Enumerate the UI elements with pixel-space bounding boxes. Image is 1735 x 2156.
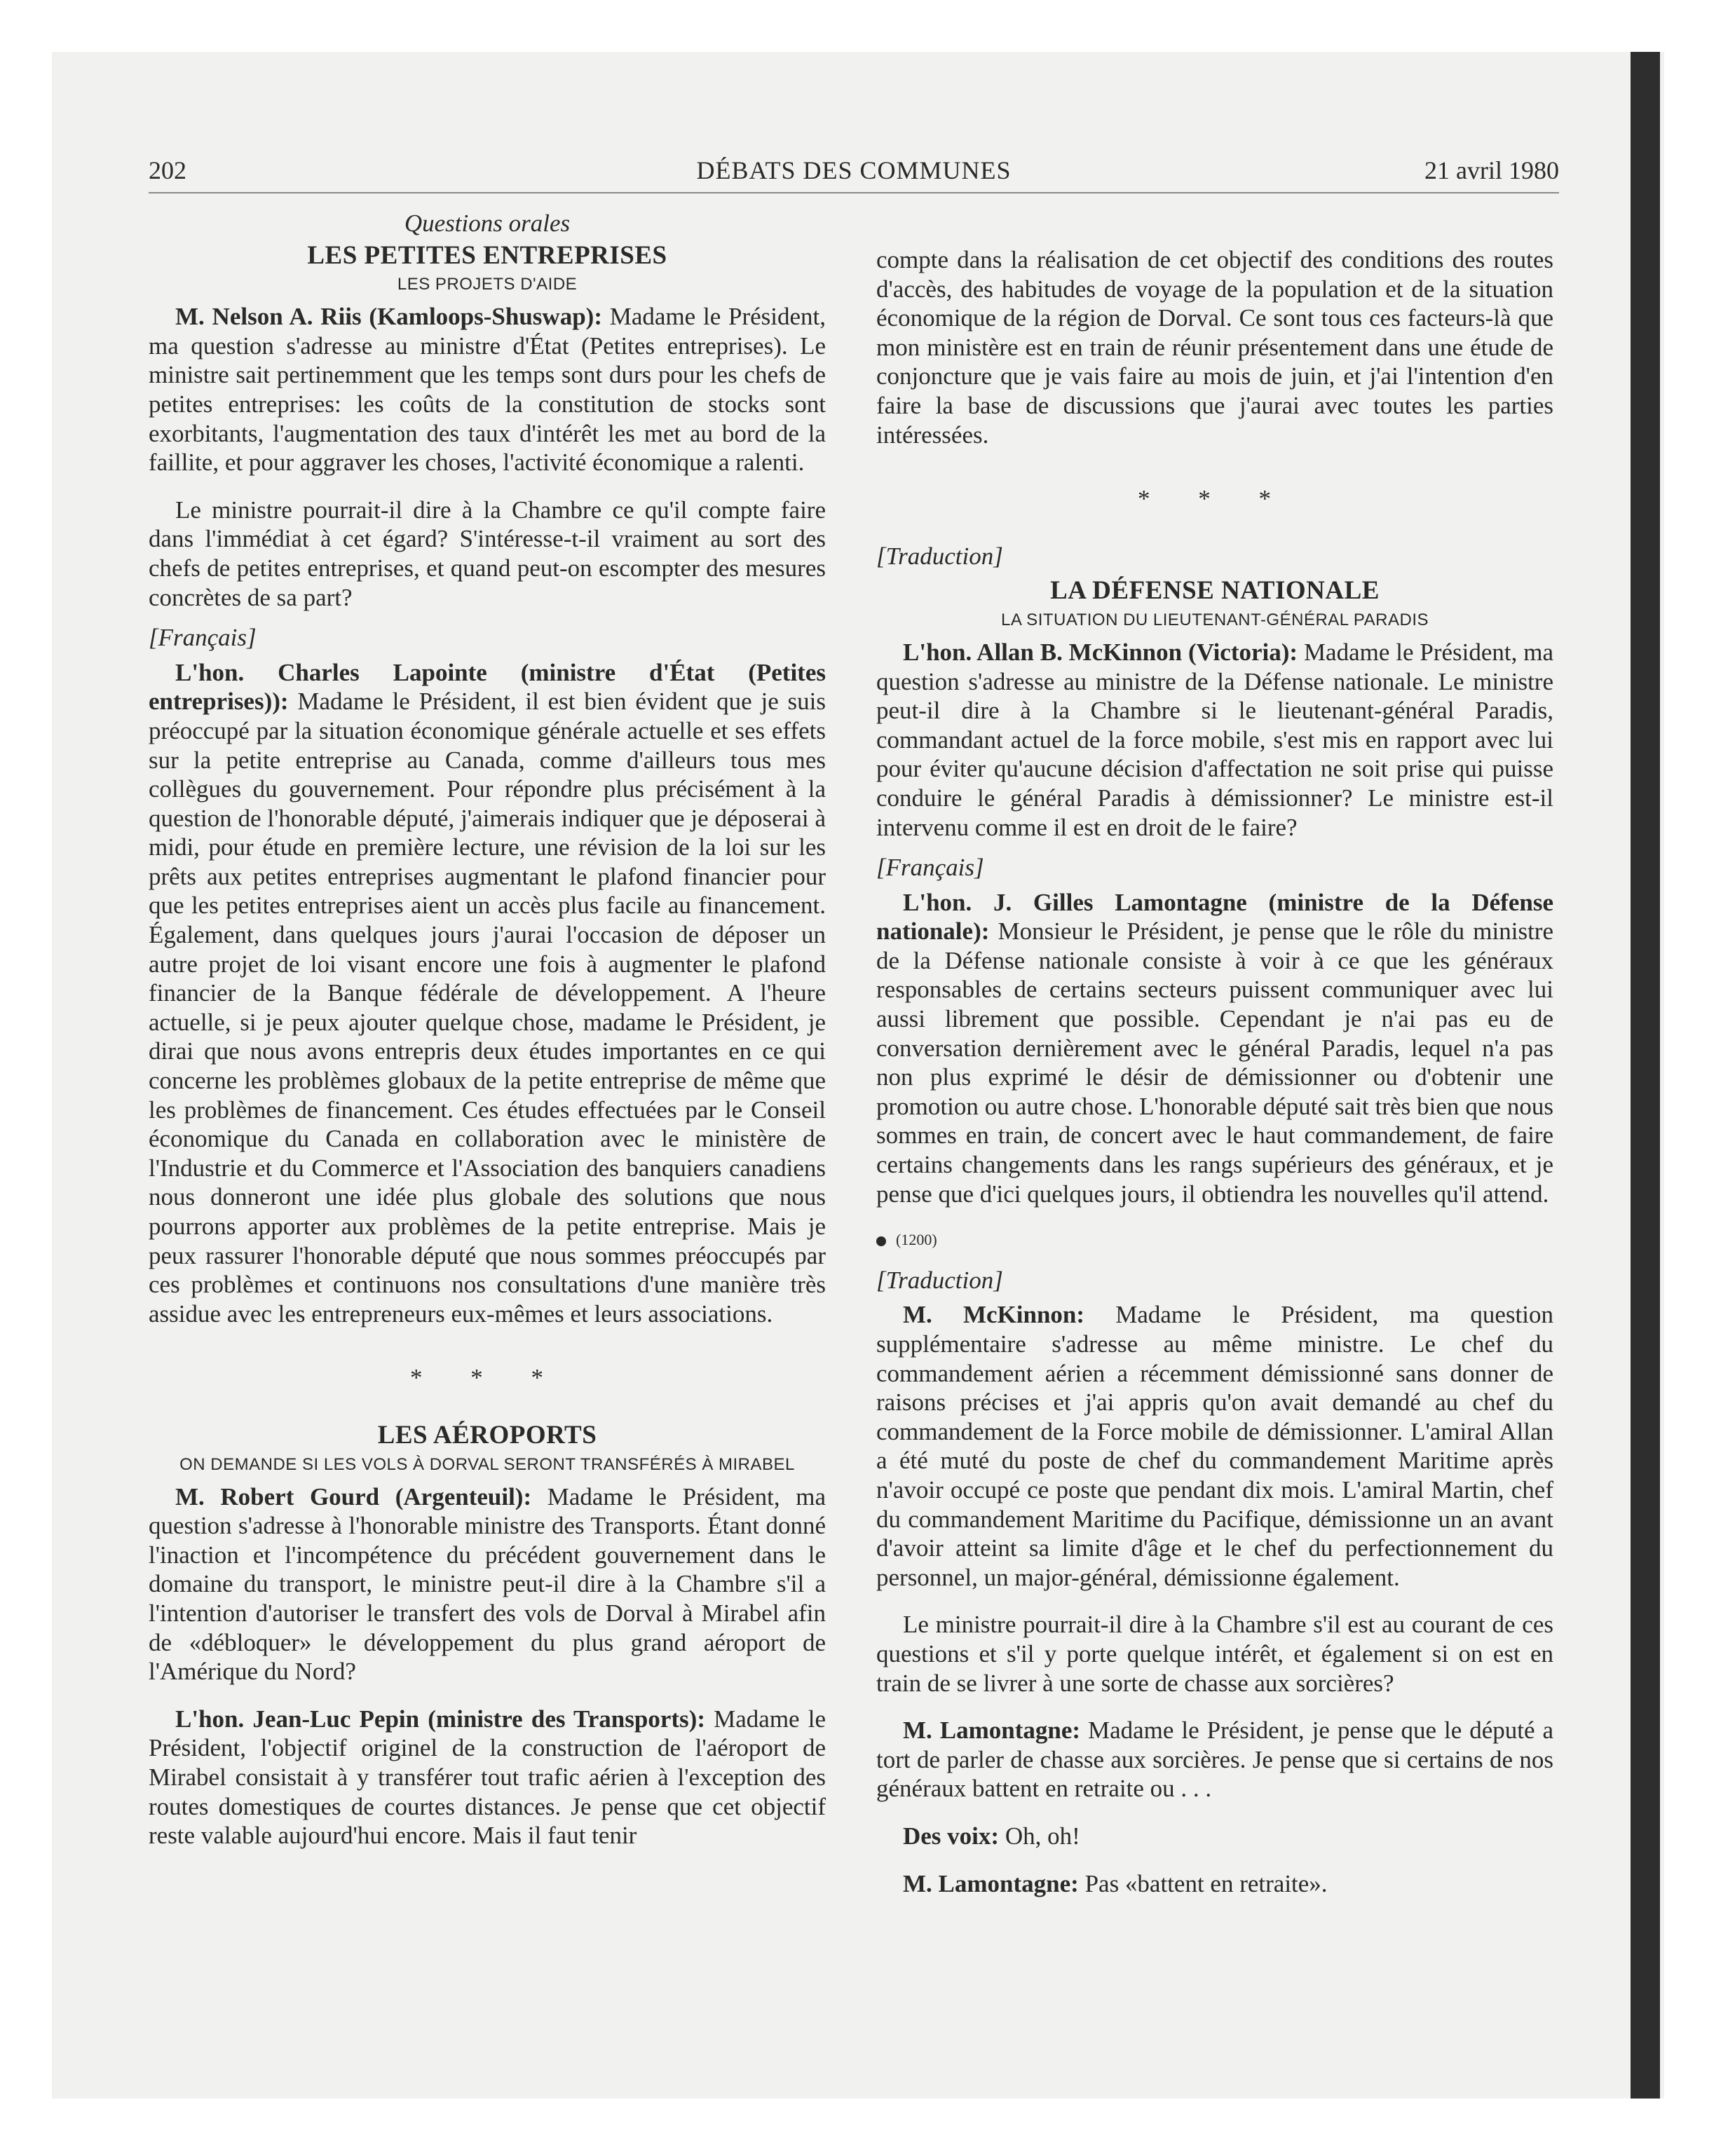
publication-title: DÉBATS DES COMMUNES — [696, 156, 1012, 184]
speaker-name: L'hon. J. Gilles Lamontagne (ministre de la Défense nationale): — [876, 888, 1553, 946]
language-note: [Français] — [876, 854, 984, 882]
speech-text: Oh, oh! — [999, 1822, 1080, 1850]
scan-edge-bar — [1631, 52, 1660, 2099]
left-column — [149, 209, 826, 1850]
section-title-petites-entreprises: LES PETITES ENTREPRISES — [307, 240, 667, 270]
language-note: [Français] — [149, 624, 257, 652]
speech-text: Madame le Président, je pense que le député a tort de parler de chasse aux sorcières. Je pense que si certains de nos généraux battent en retraite ou . . . — [876, 1717, 1553, 1803]
issue-date: 21 avril 1980 — [1424, 156, 1559, 184]
speech-text: Madame le Président, ma question s'adresse à l'honorable ministre des Transports. Étant donné l'inaction et l'incompétence du précédent gouvernement dans le domaine du transport, le ministre peut-il dire à la Chambre s'il a l'intention d'autoriser le transfert des vols de Dorval à Mirabel afin de «débloquer» le développement du plus grand aéroport de l'Amérique du Nord? — [149, 1482, 826, 1686]
speaker-name: Des voix: — [903, 1822, 1000, 1850]
section-subtitle-paradis: LA SITUATION DU LIEUTENANT-GÉNÉRAL PARADIS — [1000, 610, 1429, 629]
speech-pepin-continued: compte dans la réalisation de cet objectif des conditions des routes d'accès, des habitudes de voyage de la population et de la situation économique de la région de Dorval. Ce sont tous ces facteurs-là que mon ministère est en train de réunir présentement dans une étude de conjoncture que je vais faire au mois de juin, et j'ai l'intention d'en faire la base de discussions que j'aurai avec toutes les parties intéressées. — [876, 246, 1553, 449]
speech-text: Madame le Président, il est bien évident que je suis préoccupé par la situation économique générale actuelle et ses effets sur la petite entreprise au Canada, comme d'ailleurs tous mes collègues du gouvernement. Pour répondre plus précisément à la question de l'honorable député, j'aimerais indiquer que je déposerai à midi, pour étude en première lecture, une révision de la loi sur les prêts aux petites entreprises augmentant le plafond financier pour que les petites entreprises aient un accès plus facile au financement. Également, dans quelques jours j'aurai l'occasion de déposer un autre projet de loi visant encore une fois à augmenter le plafond financier de la Banque fédérale de développement. A l'heure actuelle, si je peux ajouter quelque chose, madame le Président, je dirai que nous avons entrepris deux études importantes en ce qui concerne les problèmes globaux de la petite entreprise de même que les problèmes de financement. Ces études effectuées par le Conseil économique du Canada en collaboration avec le ministère de l'Industrie et du Commerce et l'Association des banquiers canadiens nous donneront une idée plus globale des solutions que nous pourrons apporter aux problèmes de la petite entreprise. Mais je peux rassurer l'honorable député que nous sommes préoccupés par ces problèmes et continuons nos consultations d'une manière très assidue avec les entrepreneurs eux-mêmes et leurs associations. — [149, 688, 826, 1328]
speech-mckinnon-supplementary — [876, 1300, 1553, 1592]
section-separator: * * * — [410, 1364, 564, 1392]
speech-text: Madame le Président, ma question s'adresse au ministre d'État (Petites entreprises). Le ministre sait pertinemment que les temps sont durs pour les chefs de petites entreprises: les coûts de la constitution de stocks sont exorbitants, l'augmentation des taux d'intérêt les met au bord de la faillite, et pour aggraver les choses, l'activité économique a ralenti. — [149, 303, 826, 477]
language-note: [Traduction] — [876, 1266, 1003, 1294]
speaker-name: M. Lamontagne: — [903, 1717, 1081, 1745]
section-title-defense-nationale: LA DÉFENSE NATIONALE — [1050, 576, 1380, 606]
speech-lamontagne-final — [876, 1869, 1553, 1899]
speech-pepin — [149, 1705, 826, 1850]
speaker-name: L'hon. Allan B. McKinnon (Victoria): — [903, 638, 1298, 666]
speaker-name: M. Lamontagne: — [903, 1869, 1079, 1897]
section-separator: * * * — [1138, 485, 1292, 513]
speech-gourd — [149, 1482, 826, 1686]
speech-mckinnon-continued: Le ministre pourrait-il dire à la Chambre s'il est au courant de ces questions et s'il y porte quelque intérêt, et également si on est en train de se livrer à une sorte de chasse aux sorcières? — [876, 1611, 1553, 1697]
speech-riis-continued: Le ministre pourrait-il dire à la Chambre ce qu'il compte faire dans l'immédiat à cet égard? S'intéresse-t-il vraiment au sort des chefs de petites entreprises, et quand peut-on escompter des mesures concrètes de sa part? — [149, 496, 826, 611]
speaker-name: L'hon. Jean-Luc Pepin (ministre des Transports): — [175, 1705, 705, 1733]
speech-text: Madame le Président, ma question supplémentaire s'adresse au même ministre. Le chef du commandement aérien a récemment démissionné sans donner de raisons précises et j'ai appris qu'on avait demandé au chef du commandement de la Force mobile de démissionner. L'amiral Allan a été muté du poste de chef du commandement Maritime après n'avoir occupé ce poste que pendant dix mois. L'amiral Martin, chef du commandement Maritime du Pacifique, démissionne un an avant d'avoir atteint sa limite d'âge et le chef du perfectionnement du personnel, un major-général, démissionne également. — [876, 1301, 1553, 1591]
page-number: 202 — [149, 156, 186, 184]
speaker-name: M. Nelson A. Riis (Kamloops-Shuswap): — [175, 303, 602, 331]
speech-riis — [149, 302, 826, 477]
speaker-name: M. Robert Gourd (Argenteuil): — [175, 1482, 532, 1510]
speech-mckinnon — [876, 638, 1553, 842]
speech-text: Madame le Président, l'objectif originel de la construction de l'aéroport de Mirabel consistait à y transférer tout trafic aérien à l'exception des routes domestiques de courtes distances. Je pense que cet objectif reste valable aujourd'hui encore. Mais il faut tenir — [149, 1705, 826, 1850]
speech-lamontagne — [876, 888, 1553, 1209]
page-header — [149, 156, 1559, 193]
bullet-icon — [876, 1236, 886, 1246]
section-title-aeroports: LES AÉROPORTS — [377, 1420, 597, 1449]
speaker-name: M. McKinnon: — [903, 1301, 1085, 1329]
speech-lamontagne-reply — [876, 1716, 1553, 1803]
speaker-name: L'hon. Charles Lapointe (ministre d'État (Petites entreprises)): — [149, 658, 826, 716]
section-subtitle-projets-aide: LES PROJETS D'AIDE — [397, 275, 578, 294]
language-note: [Traduction] — [876, 542, 1003, 570]
section-subtitle-dorval-mirabel: ON DEMANDE SI LES VOLS À DORVAL SERONT TRANSFÉRÉS À MIRABEL — [179, 1454, 795, 1474]
interjection-des-voix — [876, 1822, 1553, 1851]
speech-text: Madame le Président, ma question s'adresse au ministre de la Défense nationale. Le ministre peut-il dire à la Chambre si le lieutenant-général Paradis, commandant actuel de la force mobile, s'est mis en rapport avec lui pour éviter qu'aucune décision d'affectation ne soit prise qui puisse conduire le général Paradis à démissionner? Le ministre est-il intervenu comme il est en droit de le faire? — [876, 638, 1553, 841]
speech-lapointe — [149, 658, 826, 1329]
right-column — [876, 245, 1553, 1898]
time-marker-text: (1200) — [896, 1231, 937, 1249]
time-marker — [876, 1225, 1553, 1255]
speech-text: Pas «battent en retraite». — [1078, 1869, 1328, 1897]
speech-text: Monsieur le Président, je pense que le rôle du ministre de la Défense nationale consiste à voir à ce que les généraux responsables de certains secteurs puissent communiquer avec lui aussi librement que possible. Cependant je n'ai pas eu de conversation dernièrement avec le général Paradis, lequel n'a pas non plus exprimé le désir de démissionner ou d'obtenir une promotion ou autre chose. L'honorable député sait très bien que nous sommes en train, de concert avec le haut commandement, de faire certains changements dans les rangs supérieurs des généraux, et je pense que d'ici quelques jours, il obtiendra les nouvelles qu'il attend. — [876, 917, 1553, 1208]
section-kicker: Questions orales — [404, 210, 571, 237]
